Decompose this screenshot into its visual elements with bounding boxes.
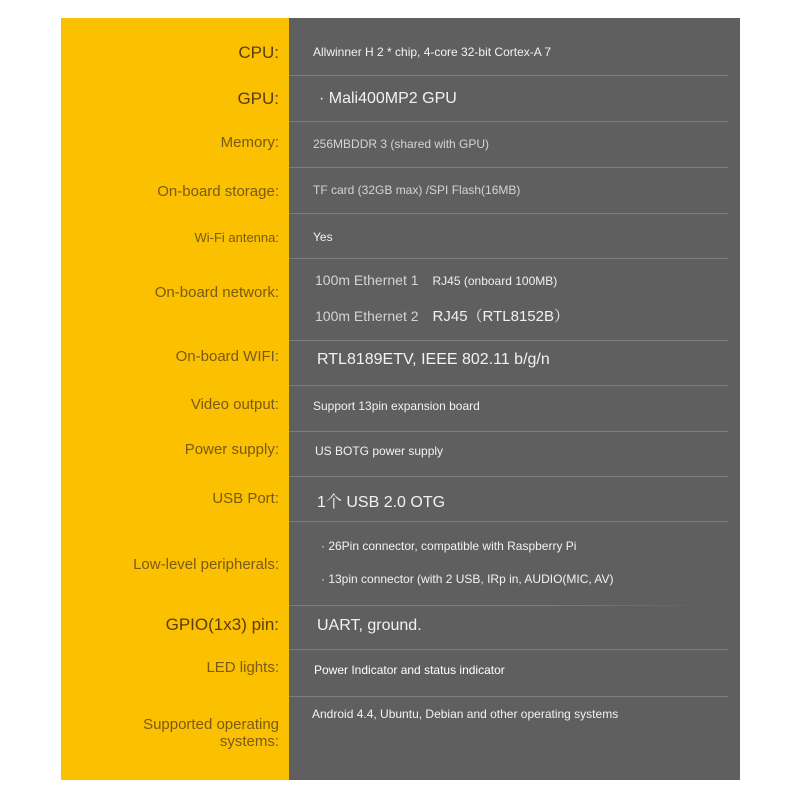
video-value: Support 13pin expansion board [313,399,480,413]
ethernet-2-value: RJ45（RTL8152B） [432,308,569,325]
peripherals-line-1: · 26Pin connector, compatible with Raspberry Pi [321,539,577,553]
row-divider [289,385,728,386]
peripherals-line-2: · 13pin connector (with 2 USB, IRp in, AUDIO(MIC, AV) [321,572,614,586]
power-value: US BOTG power supply [315,444,444,458]
usb-label: USB Port: [212,490,279,507]
gpio-value: UART, ground. [317,617,422,634]
wifi-antenna-label: Wi-Fi antenna: [194,230,279,245]
os-value: Android 4.4, Ubuntu, Debian and other operating systems [312,707,619,721]
row-divider [289,258,728,259]
row-divider [289,213,728,214]
row-divider [289,649,728,650]
gpu-label: GPU: [237,89,279,108]
row-divider [289,521,728,522]
memory-label: Memory: [220,134,279,151]
wifi-antenna-value: Yes [313,230,333,244]
video-label: Video output: [190,396,279,413]
led-value: Power Indicator and status indicator [314,663,505,677]
spec-table [61,18,740,780]
memory-value: 256MBDDR 3 (shared with GPU) [313,137,490,151]
cpu-label: CPU: [238,43,279,62]
ethernet-2-name: 100m Ethernet 2 [315,308,419,324]
led-label: LED lights: [206,659,279,676]
row-divider [289,605,728,606]
ethernet-1-value: RJ45 (onboard 100MB) [432,274,558,288]
usb-value: 1个 USB 2.0 OTG [317,494,446,511]
os-label-line2: systems: [219,733,279,750]
gpio-label: GPIO(1x3) pin: [165,615,279,634]
value-column [289,18,740,780]
network-line-2 [315,305,569,326]
wifi-value: RTL8189ETV, IEEE 802.11 b/g/n [317,351,550,368]
os-label-line1: Supported operating [143,716,279,733]
gpu-value: · Mali400MP2 GPU [319,90,457,107]
label-column [61,18,289,780]
wifi-label: On-board WIFI: [175,348,279,365]
row-divider [289,340,728,341]
power-label: Power supply: [184,441,279,458]
storage-value: TF card (32GB max) /SPI Flash(16MB) [313,183,521,197]
ethernet-1-name: 100m Ethernet 1 [315,272,419,288]
row-divider [289,75,728,76]
network-line-1 [315,272,557,288]
row-divider [289,476,728,477]
network-label: On-board network: [154,284,279,301]
row-divider [289,696,728,697]
peripherals-label: Low-level peripherals: [133,556,279,573]
storage-label: On-board storage: [157,183,279,200]
cpu-value: Allwinner H 2 * chip, 4-core 32-bit Cortex-A 7 [313,45,552,59]
row-divider [289,431,728,432]
row-divider [289,167,728,168]
row-divider [289,121,728,122]
